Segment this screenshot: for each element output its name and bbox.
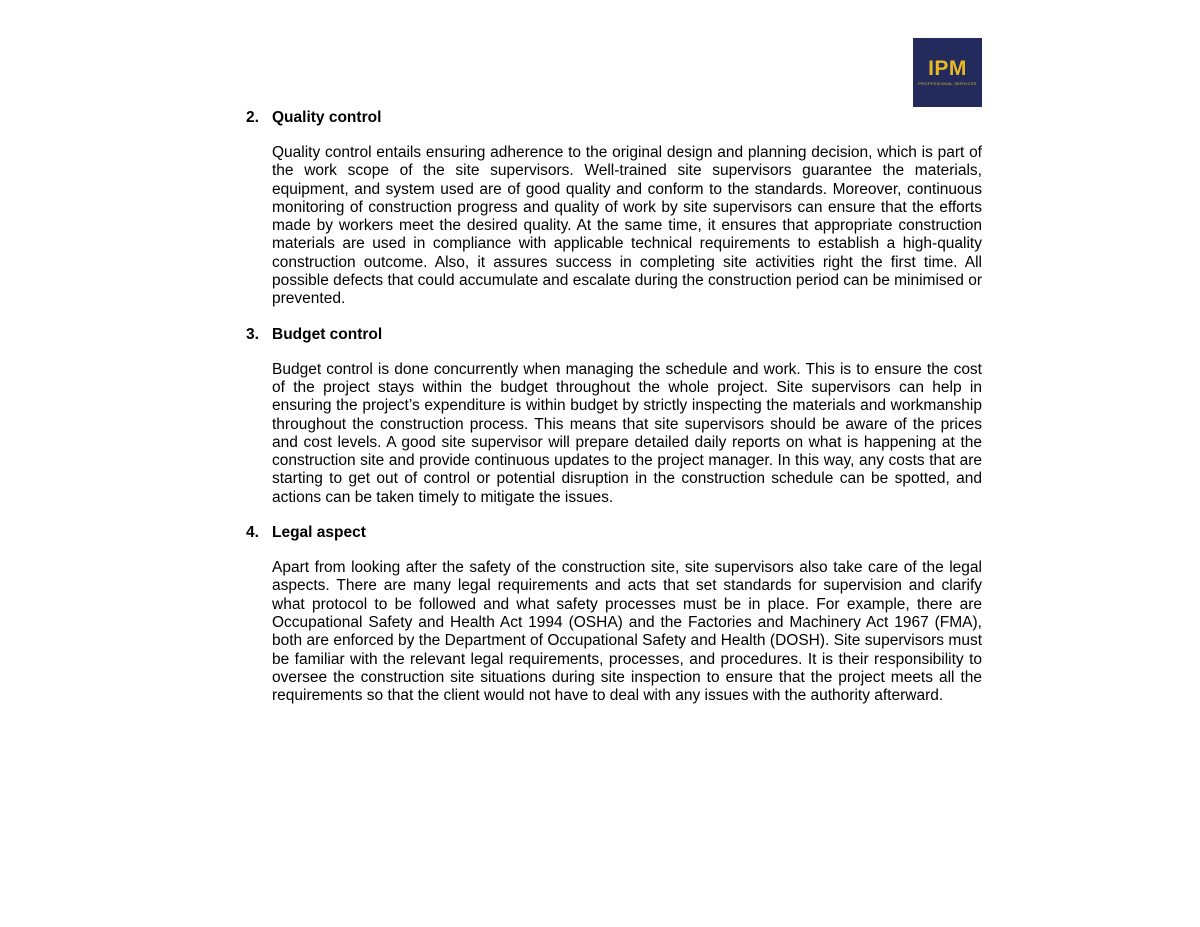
section-paragraph: Apart from looking after the safety of the construction site, site supervisors also take care of the legal aspects. There are many legal requirements and acts that set standards for supervision and clarify what protocol to be followed and what safety processes must be in place. For example, there are Occupational Safety and Health Act 1994 (OSHA) and the Factories and Machinery Act 1967 (FMA), both are enforced by the Department of Occupational Safety and Health (DOSH). Site supervisors must be familiar with the relevant legal requirements, processes, and procedures. It is their responsibility to oversee the construction site situations during site inspection to ensure that the project meets all the requirements so that the client would not have to deal with any issues with the authority afterward. xyxy=(272,559,982,705)
section-budget-control xyxy=(246,325,982,507)
section-paragraph: Quality control entails ensuring adherence to the original design and planning decision, which is part of the work scope of the site supervisors. Well-trained site supervisors guarantee the materials, equipment, and system used are of good quality and conform to the standards. Moreover, continuous monitoring of construction progress and quality of work by site supervisors can ensure that the efforts made by workers meet the desired quality. At the same time, it ensures that appropriate construction materials are used in compliance with applicable technical requirements to establish a high-quality construction outcome. Also, it assures success in completing site activities right the first time. All possible defects that could accumulate and escalate during the construction period can be minimised or prevented. xyxy=(272,144,982,308)
logo-mark: IPM xyxy=(928,57,967,80)
logo-subtitle: PROFESSIONAL SERVICES xyxy=(918,81,977,86)
section-heading xyxy=(246,325,982,345)
section-paragraph: Budget control is done concurrently when managing the schedule and work. This is to ensure the cost of the project stays within the budget throughout the whole project. Site supervisors can help in ensuring the project’s expenditure is within budget by strictly inspecting the materials and workmanship throughout the construction process. This means that site supervisors should be aware of the prices and cost levels. A good site supervisor will prepare detailed daily reports on what is happening at the construction site and provide continuous updates to the project manager. In this way, any costs that are starting to get out of control or potential disruption in the construction schedule can be spotted, and actions can be taken timely to mitigate the issues. xyxy=(272,360,982,506)
document-body xyxy=(246,108,982,721)
section-number: 2. xyxy=(246,109,259,126)
section-heading xyxy=(246,108,982,128)
section-title: Quality control xyxy=(272,109,382,126)
company-logo xyxy=(913,38,982,107)
section-legal-aspect xyxy=(246,523,982,705)
section-quality-control xyxy=(246,108,982,309)
section-number: 3. xyxy=(246,325,259,343)
section-number: 4. xyxy=(246,524,259,542)
section-title: Budget control xyxy=(272,325,383,343)
section-title: Legal aspect xyxy=(272,524,366,542)
section-heading xyxy=(246,523,982,543)
